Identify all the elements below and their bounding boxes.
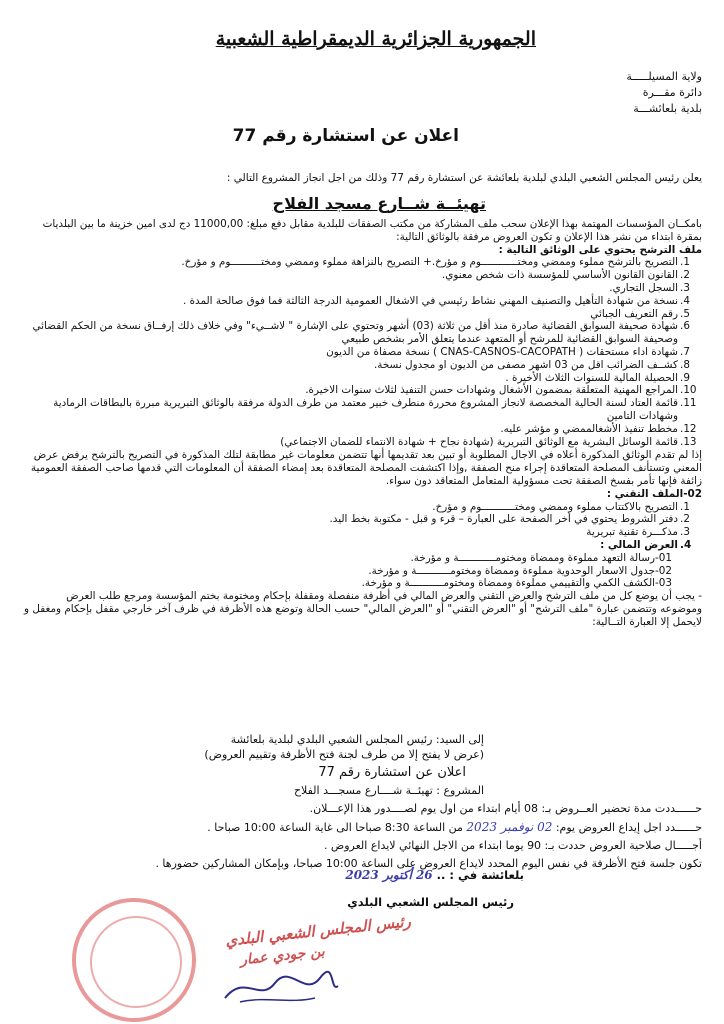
candidature-item-number: 1.: [680, 256, 690, 269]
candidature-item-number: 8.: [680, 358, 690, 371]
conditions-paragraph: بامكــان المؤسسات المهتمة بهذا الإعلان سحب ملف المشاركة من مكتب الصفقات للبلدية مقابل دفع مبلغ: 11000,00 دج لدى امين خزينة ما بين البلديات بمقرة ابتداء من نشر هذا الإعلان و تكون العروض مرفقة بالوثائق التالية:: [42, 218, 702, 243]
envelope-project: المشروع : تهيئــة شــــارع مسجـــد الفلاح: [293, 784, 484, 797]
project-title: تهيئــة شــارع مسجد الفلاح: [272, 194, 486, 213]
candidature-item: [22, 423, 702, 436]
technical-item-number: 2.: [680, 513, 690, 526]
candidature-item-number: 10.: [680, 384, 697, 397]
deposit-suffix: من الساعة 8:30 صباحا الى غاية الساعة 10:00 صباحا .: [207, 821, 463, 834]
candidature-item-text: المراجع المهنية المتعلقة بمضمون الأشغال وشهادات حسن التنفيذ لثلاث سنوات الاخيرة.: [305, 384, 678, 397]
candidature-item-text: قائمة الوسائل البشرية مع الوثائق التبريرية (شهادة نجاح + شهادة الانتماء للضمان الاجتماعي): [280, 435, 678, 448]
candidature-item: [22, 359, 702, 372]
envelope-to: إلى السيد: رئيس المجلس الشعبي البلدي لبلدية بلعائشة: [230, 733, 484, 746]
candidature-item: [22, 346, 702, 359]
candidature-item-text: نسخة من شهادة التأهيل والتصنيف المهني نشاط رئيسي في الاشغال العمومية الدرجة الثالثة فما فوق صالحة المدة .: [183, 294, 678, 307]
candidature-list: [22, 256, 702, 448]
candidature-item-number: 2.: [680, 269, 690, 282]
announcement-title: اعلان عن استشارة رقم 77: [232, 126, 459, 146]
candidature-item-text: كشــف الضرائب اقل من 03 اشهر مصفى من الديون او مجدول نسخة.: [373, 358, 678, 371]
technical-item-text: دفتر الشروط يحتوي في أخر الصفحة على العبارة – قرء و قبل - مكتوبة بخط اليد.: [329, 513, 678, 526]
opening-session: تكون جلسة فتح الأظرفة في نفس اليوم المحدد لايداع العروض على الساعة 10:00 صباحا، وبإمكان المشاركين حضورها .: [155, 857, 702, 870]
signer-title: رئيس المجلس الشعبي البلدي: [347, 895, 514, 909]
financial-heading: [22, 539, 702, 552]
place-date: [345, 868, 524, 882]
candidature-item: [22, 308, 702, 321]
candidature-item-text: السجل التجاري.: [609, 281, 678, 294]
republic-header: الجمهورية الجزائرية الديمقراطية الشعبية: [215, 28, 536, 50]
technical-item-text: مذكـــرة تقنية تبريرية: [586, 526, 678, 539]
candidature-item: [22, 436, 702, 449]
financial-list: [22, 552, 702, 590]
technical-item-text: التصريح بالاكتتاب مملوء وممضي ومختـــــــــــوم و مؤرخ.: [432, 500, 678, 513]
candidature-item-number: 6.: [680, 320, 690, 333]
technical-item: [22, 526, 702, 539]
envelope-label: [204, 732, 484, 798]
deadlines-section: [22, 800, 702, 873]
stamp-name: بن جودي عمار: [239, 943, 326, 969]
candidature-item-number: 4.: [680, 294, 690, 307]
candidature-item-text: شهادة صحيفة السوابق القضائية صادرة منذ أقل من ثلاثة (03) أشهر وتحتوي على الإشارة " لاشــيء" وفي خلاف ذلك إرفــاق نسخة من الحكم القضائي وصحيفة السوابق القضائية للمرشح أو المتعهد عندما يتعلق الأمر بشخص طبيعي: [32, 320, 678, 346]
wilaya-label: ولاية المسيلـــــة: [626, 70, 702, 83]
candidature-item-number: 3.: [680, 281, 690, 294]
candidature-item: [22, 397, 702, 423]
place-date-handwritten: 26 أكتوبر 2023: [345, 868, 433, 882]
technical-heading: 02-الملف التقني :: [606, 487, 702, 500]
envelope-title: اعلان عن استشارة رقم 77: [318, 765, 466, 780]
envelope-not-open: (عرض لا يفتح إلا من طرف لجنة فتح الأظرفة وتقييم العروض): [204, 748, 484, 761]
candidature-item: [22, 282, 702, 295]
candidature-item: [22, 295, 702, 308]
deposit-deadline: [22, 818, 702, 837]
preparation-duration: حــــــددت مدة تحضير العــروض بـ: 08 أيام ابتداء من اول يوم لصــــدور هذا الإعـــلان.: [309, 802, 702, 815]
candidature-note: إذا لم تقدم الوثائق المذكورة أعلاه في الاجال المطلوبة أو تبين بعد تقديمها أنها تتضمن معلومات غير مطابقة لتلك المذكورة في التصريح بالترشح يرفض عرض المعني وتستأنف المصلحة المتعاقدة إجراء منح الصفقة ,وإذا اكتشفت المصلحة المتعاقدة بعد إمضاء الصفقة أن المعلومات التي قدمها صاحب الصفقة العمومية زائفة فإنها تأمر بفسخ الصفقة تحت مسؤولية المتعامل المتعاقد دون سواء.: [30, 449, 702, 487]
candidature-item: [22, 256, 702, 269]
candidature-item: [22, 384, 702, 397]
main-body: [22, 218, 702, 629]
technical-item-number: 1.: [680, 500, 690, 513]
candidature-heading: ملف الترشح يحتوي على الوثائق التالية :: [498, 243, 702, 256]
candidature-item-number: 7.: [680, 345, 690, 358]
candidature-item: [22, 372, 702, 385]
technical-item: [22, 513, 702, 526]
financial-item: 02-جدول الاسعار الوحدوية مملوءة وممضاة ومختومـــــــــــة و مؤرخة.: [368, 564, 672, 577]
candidature-item-number: 5.: [680, 307, 690, 320]
deposit-date-handwritten: 02 نوفمبر 2023: [466, 820, 553, 834]
candidature-item-number: 11.: [680, 397, 697, 410]
technical-item-number: 3.: [680, 526, 690, 539]
candidature-item-number: 12.: [680, 422, 697, 435]
commune-label: بلدية بلعائشـــة: [633, 102, 702, 115]
candidature-item-text: قائمة العتاد لسنة الحالية المخصصة لانجاز المشروع محررة منطرف خبير معتمد من طرف الدولة مرفقة بالوثائق التبريرية مبررة بالبطاقات الرمادية وشهادات التامين: [53, 397, 678, 422]
financial-item: 03-الكشف الكمي والتقييمي مملوءة وممضاة ومختومـــــــــــة و مؤرخة.: [361, 577, 672, 590]
candidature-item: [22, 320, 702, 346]
stamp-title: رئيس المجلس الشعبي البلدي: [224, 912, 412, 950]
place-date-prefix: بلعائشة في : ..: [436, 868, 524, 882]
financial-item: 01-رسالة التعهد مملوءة وممضاة ومختومــــــــــــة و مؤرخة.: [410, 551, 672, 564]
candidature-item-number: 9.: [680, 371, 690, 384]
candidature-item-text: مخطط تنفيذ الأشغالممضي و مؤشر عليه.: [500, 422, 678, 435]
round-stamp: [72, 898, 196, 1022]
daira-label: دائرة مقـــرة: [642, 86, 702, 99]
envelope-note: - يجب أن يوضع كل من ملف الترشح والعرض التقني والعرض المالي في أظرفة منفصلة ومقفلة بإحكام ومختومة بختم المؤسسة ومرجع طلب العرض وموضوعه وتتضمن عبارة "ملف الترشح" أو "العرض التقني" أو "العرض المالي" حسب الحالة وتوضع هذه الأظرفة في ظرف آخر خارجي مقفل بإحكام ومغفل و لايحمل إلا العبارة التــالية:: [24, 590, 702, 628]
candidature-item-text: رقم التعريف الجبائي: [590, 307, 678, 320]
financial-heading-text: العرض المالي :: [600, 538, 678, 551]
candidature-item-number: 13.: [680, 435, 697, 448]
intro-paragraph: يعلن رئيس المجلس الشعبي البلدي لبلدية بلعائشة عن استشارة رقم 77 وذلك من اجل انجاز المشروع التالي :: [226, 172, 702, 184]
candidature-item-text: الحصيلة المالية للسنوات الثلاث الأخيرة .: [505, 371, 678, 384]
candidature-item: [22, 269, 702, 282]
candidature-item-text: القانون القانون الأساسي للمؤسسة ذات شخص معنوي.: [441, 269, 678, 282]
handwritten-signature: [220, 968, 340, 1008]
technical-list: [22, 501, 702, 539]
candidature-item-text: شهادة اداء مستحقات ( CNAS-CASNOS-CACOPATH ) نسخة مصفاة من الديون: [326, 345, 678, 358]
round-stamp-inner: [90, 916, 182, 1008]
candidature-item-text: التصريح بالترشح مملوء وممضي ومختــــــــــــوم و مؤرخ.+ التصريح بالنزاهة مملوء وممضي ومختــــــــــوم و مؤرخ.: [181, 256, 678, 269]
technical-item: [22, 501, 702, 514]
deposit-prefix: حــــــدد اجل إيداع العروض يوم:: [555, 821, 702, 834]
financial-heading-number: 4.: [680, 538, 692, 551]
validity-period: أجـــــال صلاحية العروض حددت بـ: 90 يوما ابتداء من الاجل النهائي لايداع العروض .: [323, 839, 702, 852]
